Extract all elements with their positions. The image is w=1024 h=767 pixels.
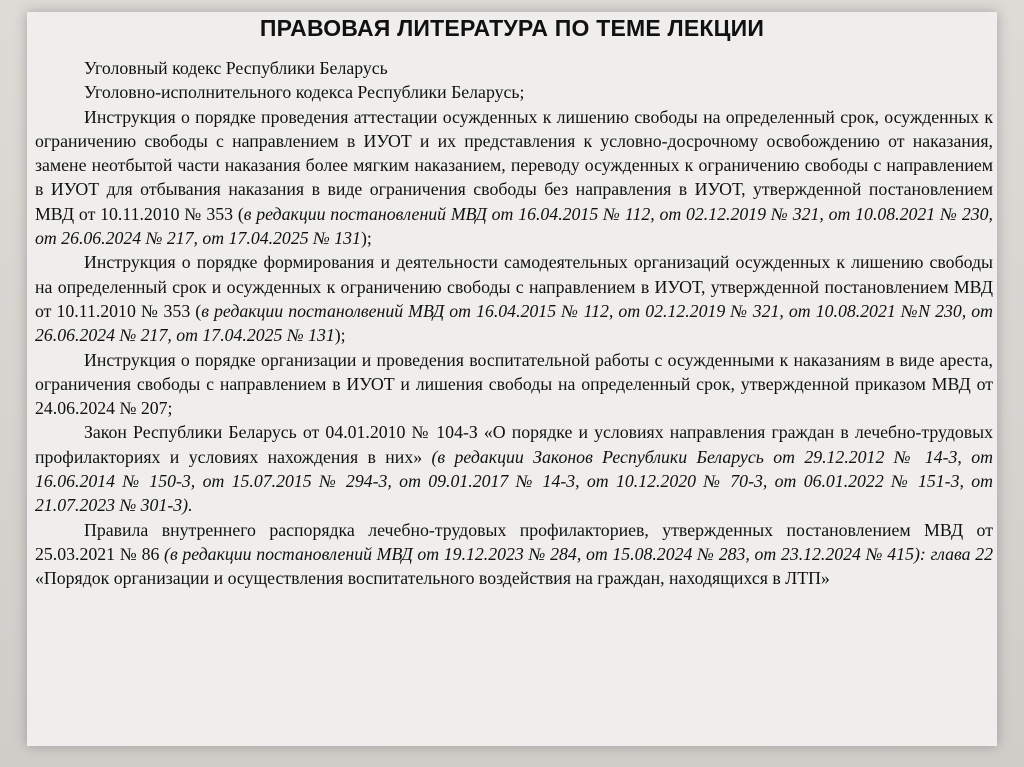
item-text: Инструкция о порядке формирования и деятельности самодеятельных организаций осужденных к лишению свободы на определенный срок и осужденных к ограничению свободы с направлением в ИУОТ, утвержденной постановлением МВД от 10.11.2010 № 353 ( xyxy=(35,252,993,321)
item-text: Инструкция о порядке проведения аттестации осужденных к лишению свободы на определенный срок, осужденных к ограничению свободы с направлением в ИУОТ и их представления к условно-досрочному освобождению от наказания, замене неотбытой части наказания более мягким наказанием, переводу осужденных к ограничению свободы с направлением в ИУОТ для отбывания наказания в виде ограничения свободы без направления в ИУОТ, утвержденной постановлением МВД от 10.11.2010 № 353 ( xyxy=(35,106,993,224)
item-edition-note: (в редакции Законов Республики Беларусь от 29.12.2012 № 14-3, от 16.06.2014 № 150-3, от 15.07.2015 № 294-3, от 09.01.2017 № 14-3, от 10.12.2020 № 70-3, от 06.01.2022 № 151-3, от 21.07.2023 № 301-3). xyxy=(35,446,993,516)
list-item xyxy=(35,56,993,80)
list-item xyxy=(35,80,993,104)
item-text: Закон Республики Беларусь от 04.01.2010 № 104-З «О порядке и условиях направления граждан в лечебно-трудовых профилакториях и условиях нахождения в них» xyxy=(35,422,993,467)
item-text: Уголовный кодекс Республики Беларусь xyxy=(84,58,388,78)
item-text: Уголовно-исполнительного кодекса Республики Беларусь; xyxy=(84,82,525,103)
list-item xyxy=(35,250,993,347)
list-item xyxy=(35,518,993,591)
item-edition-note: в редакции постанолвений МВД от 16.04.2015 № 112, от 02.12.2019 № 321, от 10.08.2021 №N 230, от 26.06.2024 № 217, от 17.04.2025 № 131 xyxy=(35,300,993,346)
item-text: Правила внутреннего распорядка лечебно-трудовых профилакториев, утвержденных постановлением МВД от 25.03.2021 № 86 xyxy=(35,519,993,564)
item-tail: «Порядок организации и осуществления воспитательного воздействия на граждан, находящихся в ЛТП» xyxy=(35,568,830,589)
item-edition-note: в редакции постановлений МВД от 16.04.2015 № 112, от 02.12.2019 № 321, от 10.08.2021 № 230, от 26.06.2024 № 217, от 17.04.2025 № 131 xyxy=(35,203,993,249)
list-item xyxy=(35,348,993,421)
item-edition-note: (в редакции постановлений МВД от 19.12.2023 № 284, от 15.08.2024 № 283, от 23.12.2024 № 415): глава 22 xyxy=(164,543,993,564)
list-item xyxy=(35,420,993,517)
item-tail: ); xyxy=(334,325,346,346)
list-item xyxy=(35,105,993,251)
literature-list xyxy=(35,56,993,591)
item-tail: ); xyxy=(360,228,372,249)
page-title: ПРАВОВАЯ ЛИТЕРАТУРА ПО ТЕМЕ ЛЕКЦИИ xyxy=(259,15,765,41)
item-text: Инструкция о порядке организации и проведения воспитательной работы с осужденными к наказаниям в виде ареста, ограничения свободы с направлением в ИУОТ и лишения свободы на определенный срок, утвержденной приказом МВД от 24.06.2024 № 207; xyxy=(35,349,993,419)
